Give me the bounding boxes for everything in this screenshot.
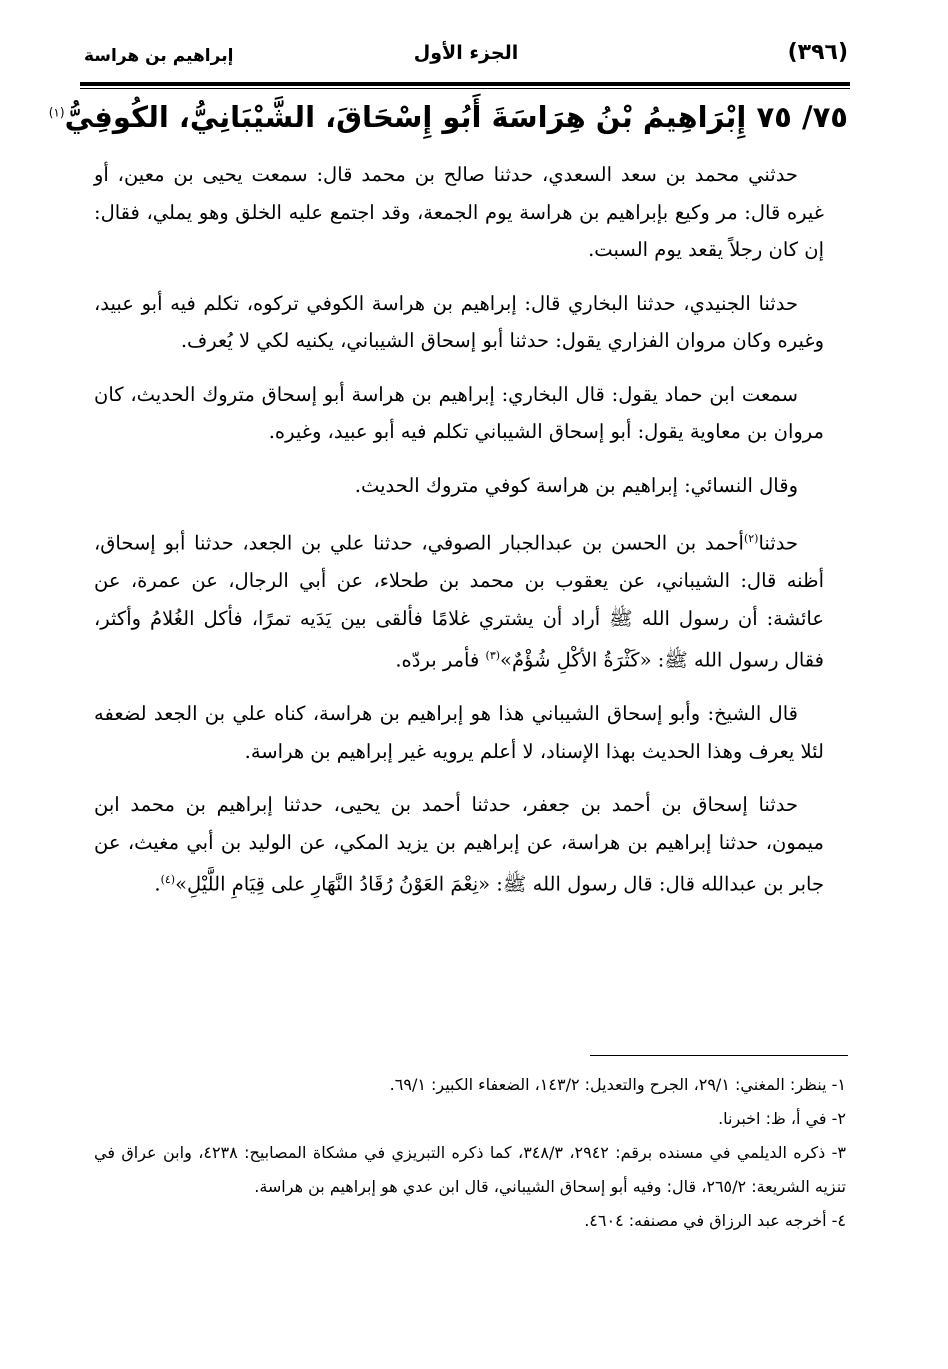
paragraph-7-text: حدثنا إسحاق بن أحمد بن جعفر، حدثنا أحمد بن يحيى، حدثنا إبراهيم بن محمد ابن ميمون، حدثنا إبراهيم بن هراسة، عن إبراهيم بن يزيد المكي، عن الوليد بن أبي مغيث، عن جابر بن عبدالله قال: قال رسول الله ﷺ: «نِعْمَ العَوْنُ رُقَادُ النَّهَارِ على قِيَامِ اللَّيْلِ»: [94, 793, 824, 896]
footnote-2: ٢- في أ، ظ: اخبرنا.: [718, 1109, 846, 1128]
entry-title-text: ٧٥/ ٧٥ إِبْرَاهِيمُ بْنُ هِرَاسَةَ أَبُو إِسْحَاقَ، الشَّيْبَانِيُّ، الكُوفِيُّ: [64, 100, 848, 134]
footnote-4: ٤- أخرجه عبد الرزاق في مصنفه: ٤٦٠٤.: [584, 1211, 846, 1230]
paragraph-3: سمعت ابن حماد يقول: قال البخاري: إبراهيم بن هراسة أبو إسحاق متروك الحديث، كان مروان بن معاوية يقول: أبو إسحاق الشيباني تكلم فيه أبو عبيد، وغيره.: [94, 382, 824, 443]
part-label: الجزء الأول: [413, 42, 519, 64]
paragraph-5-middle: أحمد بن الحسن بن عبدالجبار الصوفي، حدثنا علي بن الجعد، حدثنا أبو إسحاق، أظنه قال: الشيباني، عن يعقوب بن محمد بن طحلاء، عن أبي الرجال، عن عمرة، عن عائشة: أن رسول الله ﷺ أراد أن يشتري غلامًا فألقى بين يَدَيه تمرًا، فأكل الغُلامُ وأكثر، فقال رسول الله ﷺ: «كَثْرَةُ الأكْلِ شُؤْمٌ»: [94, 531, 824, 672]
paragraph-1: حدثني محمد بن سعد السعدي، حدثنا صالح بن محمد قال: سمعت يحيى بن معين، أو غيره قال: مر وكيع بإبراهيم بن هراسة يوم الجمعة، وقد اجتمع عليه الخلق وهو يملي، فقال: إن كان رجلاً يقعد يوم السبت.: [94, 163, 824, 261]
footnote-3: ٣- ذكره الديلمي في مسنده برقم: ٢٩٤٢، ٣٤٨/٣، كما ذكره التبريزي في مشكاة المصابيح: ٤٢٣٨، وابن عراق في تنزيه الشريعة: ٢٦٥/٢، قال: وفيه أبو إسحاق الشيباني، قال ابن عدي هو إبراهيم بن هراسة.: [94, 1143, 847, 1196]
paragraph-4: وقال النسائي: إبراهيم بن هراسة كوفي متروك الحديث.: [354, 473, 798, 497]
paragraph-7: [94, 786, 824, 903]
footnote-1: ١- ينظر: المغني: ٢٩/١، الجرح والتعديل: ١٤٣/٢، الضعفاء الكبير: ٦٩/١.: [389, 1075, 846, 1094]
footnote-separator: [590, 1055, 848, 1056]
footnote-ref-4: (٤): [160, 873, 176, 886]
footnote-ref-2: (٢): [743, 532, 759, 545]
page-header: [84, 38, 848, 82]
body-text: [94, 156, 824, 919]
entry-title: [48, 100, 848, 134]
paragraph-5: [94, 520, 824, 679]
paragraph-2: حدثنا الجنيدي، حدثنا البخاري قال: إبراهيم بن هراسة الكوفي تركوه، تكلم فيه أبو عبيد، وغيره وكان مروان الفزاري يقول: حدثنا أبو إسحاق الشيباني، يكنيه لكي لا يُعرف.: [94, 291, 824, 352]
page-number: (٣٩٦): [787, 40, 848, 65]
paragraph-7-end: .: [154, 872, 161, 896]
entry-title-footnote-ref: (١): [48, 105, 65, 120]
header-rule-thick: [80, 82, 850, 86]
paragraph-6: قال الشيخ: وأبو إسحاق الشيباني هذا هو إبراهيم بن هراسة، كناه علي بن الجعد لضعفه لئلا يعرف وهذا الحديث بهذا الإسناد، لا أعلم يرويه غير إبراهيم بن هراسة.: [94, 702, 824, 763]
footnote-ref-3: (٣): [485, 649, 501, 662]
header-rule-thin: [80, 88, 850, 89]
paragraph-5-start: حدثنا: [758, 531, 798, 555]
running-title: إبراهيم بن هراسة: [84, 46, 234, 66]
footnotes: [94, 1068, 846, 1238]
paragraph-5-end: فأمر بردّه.: [395, 648, 486, 672]
